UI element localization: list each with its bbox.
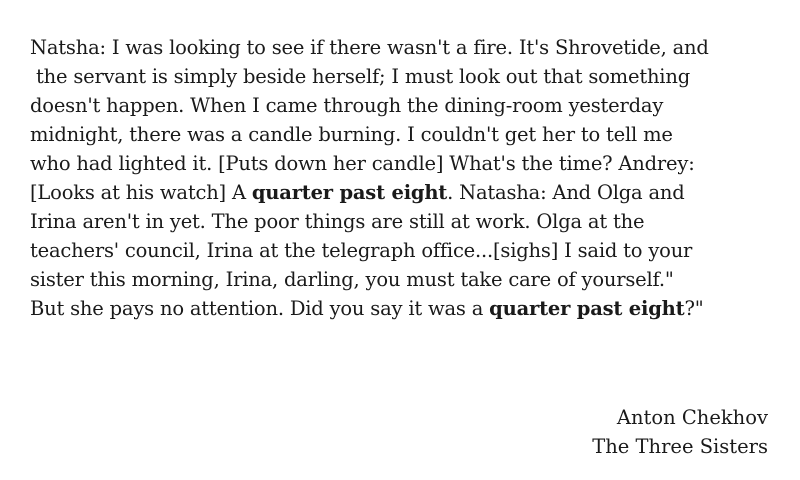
highlight-phrase: quarter past eight — [251, 181, 448, 204]
passage-line: Irina aren't in yet. The poor things are still at work. Olga at the — [30, 210, 645, 233]
passage-line: midnight, there was a candle burning. I couldn't get her to tell me — [30, 123, 673, 146]
passage-line: sister this morning, Irina, darling, you must take care of yourself." — [30, 268, 674, 291]
passage-text: ?" — [684, 297, 704, 320]
attribution — [592, 403, 768, 461]
passage-text: [Looks at his watch] A — [30, 181, 252, 204]
work-title: The Three Sisters — [592, 435, 768, 458]
passage-line: teachers' council, Irina at the telegraph office...[sighs] I said to your — [30, 239, 693, 262]
passage-line: Natsha: I was looking to see if there wasn't a fire. It's Shrovetide, and — [30, 36, 709, 59]
passage-line: the servant is simply beside herself; I must look out that something — [36, 65, 690, 88]
highlight-phrase: quarter past eight — [489, 297, 685, 320]
passage-line — [30, 294, 775, 323]
passage-text: . Natasha: And Olga and — [447, 181, 685, 204]
passage-line — [30, 178, 775, 207]
quote-passage — [30, 33, 775, 323]
author-name: Anton Chekhov — [616, 406, 768, 429]
passage-line: who had lighted it. [Puts down her candle] What's the time? Andrey: — [30, 152, 695, 175]
passage-line: doesn't happen. When I came through the dining-room yesterday — [30, 94, 664, 117]
passage-text: But she pays no attention. Did you say it was a — [30, 297, 490, 320]
